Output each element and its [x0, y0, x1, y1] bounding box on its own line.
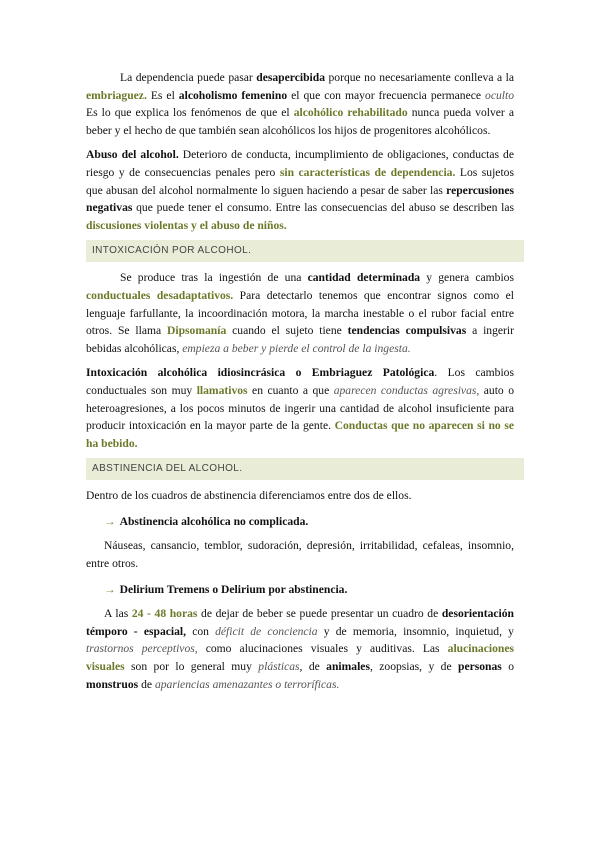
text: Para detectarlo tenemos que encontrar signos como el lenguaje farfullante, la incoordinación motora, la marcha inestable o el rubor facial entre otros. Se llama: [86, 288, 514, 338]
text: y de memoria, insomnio, inquietud, y: [317, 624, 514, 638]
bold-term: desorientación témporo - espacial,: [86, 607, 514, 638]
paragraph-abuso: [86, 146, 514, 234]
highlight-term: alucinaciones visuales: [86, 642, 514, 674]
subheading-text: Abstinencia alcohólica no complicada.: [119, 514, 309, 528]
highlight-term: 24 - 48 horas: [131, 607, 198, 621]
arrow-right-icon: →: [104, 582, 116, 596]
highlight-term: alcohólico rehabilitado: [293, 106, 408, 120]
text: el que con mayor frecuencia permanece: [287, 88, 486, 102]
text: A las: [104, 607, 132, 621]
text: o: [501, 660, 514, 674]
text: Es el: [146, 88, 179, 102]
highlight-term: llamativos: [196, 383, 248, 397]
italic-term: trastornos perceptivos,: [86, 642, 198, 656]
italic-term: plásticas: [258, 660, 300, 674]
subheading-delirium-tremens: [86, 581, 514, 599]
bold-term: Abuso del alcohol.: [86, 148, 179, 162]
arrow-right-icon: →: [104, 514, 116, 528]
bold-term: repercusiones negativas: [86, 183, 514, 215]
bold-term: personas: [458, 660, 502, 674]
highlight-term: conductuales desadaptativos.: [86, 288, 234, 302]
text: cuando el sujeto tiene: [226, 324, 348, 338]
highlight-term: discusiones violentas y el abuso de niños.: [86, 218, 287, 232]
text: La dependencia puede pasar: [120, 71, 257, 84]
text: con: [186, 624, 216, 638]
bold-term: alcoholismo femenino: [178, 88, 288, 102]
bold-term: animales: [326, 660, 370, 674]
section-heading-intoxicacion: INTOXICACIÓN POR ALCOHOL.: [86, 240, 524, 262]
bold-term: tendencias compulsivas: [347, 324, 467, 338]
text: y genera cambios: [420, 271, 514, 285]
text: a ingerir bebidas alcohólicas,: [86, 324, 514, 355]
highlight-term: Conductas que no aparecen si no se ha bebido.: [86, 419, 514, 450]
bold-term: Intoxicación alcohólica idiosincrásica o Embriaguez Patológica: [86, 366, 435, 380]
text: , zoopsias, y de: [369, 660, 458, 674]
paragraph-dependencia: [86, 69, 514, 139]
text: . Los cambios conductuales son muy: [86, 366, 514, 397]
bold-term: monstruos: [86, 677, 139, 691]
paragraph-abstinencia-intro: Dentro de los cuadros de abstinencia diferenciamos entre dos de ellos.: [86, 489, 412, 503]
italic-term: apariencias amenazantes o terroríficas.: [154, 677, 340, 691]
bold-term: cantidad determinada: [307, 271, 421, 285]
italic-term: aparecen conductas agresivas,: [333, 383, 480, 397]
text: Deterioro de conducta, incumplimiento de obligaciones, conductas de riesgo y de consecuencias penales pero: [86, 148, 514, 179]
italic-term: oculto: [485, 88, 514, 102]
text: Se produce tras la ingestión de una: [120, 271, 308, 285]
paragraph-embriaguez-patologica: [86, 364, 514, 452]
highlight-term: Dipsomanía: [167, 324, 227, 338]
text: Los sujetos que abusan del alcohol normalmente lo siguen haciendo a pesar de saber las: [86, 165, 514, 197]
section-heading-abstinencia: ABSTINENCIA DEL ALCOHOL.: [86, 458, 524, 480]
text: auto o heteroagresiones, a los pocos minutos de ingerir una cantidad de alcohol insuficiente para producir intoxicación en la mayor parte de la gente.: [86, 383, 514, 433]
text: que puede tener el consumo. Entre las consecuencias del abuso se describen las: [132, 201, 514, 215]
text: , de: [299, 660, 327, 674]
italic-term: empieza a beber y pierde el control de la ingesta.: [182, 341, 411, 355]
bold-term: desapercibida: [256, 71, 325, 84]
document-body: [86, 69, 514, 693]
paragraph-intoxicacion: [86, 269, 514, 357]
text: en cuanto a que: [247, 383, 334, 397]
paragraph-delirium: [86, 605, 514, 693]
paragraph-sintomas: Náuseas, cansancio, temblor, sudoración, depresión, irritabilidad, cefaleas, insomnio, entre otros.: [86, 539, 514, 571]
text: porque no necesariamente conlleva a la: [325, 71, 514, 84]
italic-term: déficit de conciencia: [215, 624, 318, 638]
text: nunca pueda volver a beber y el hecho de que también sean alcohólicos los hijos de progenitores alcohólicos.: [86, 106, 514, 137]
text: de: [138, 677, 155, 691]
text: de dejar de beber se puede presentar un cuadro de: [197, 607, 442, 621]
subheading-text: Delirium Tremens o Delirium por abstinencia.: [119, 582, 348, 596]
text: son por lo general muy: [124, 660, 259, 674]
text: Es lo que explica los fenómenos de que el: [86, 106, 294, 120]
text: como alucinaciones visuales y auditivas. Las: [197, 642, 448, 656]
highlight-term: embriaguez.: [86, 88, 147, 102]
highlight-term: sin características de dependencia.: [279, 165, 456, 179]
subheading-abstinencia-no-complicada: [86, 513, 514, 531]
